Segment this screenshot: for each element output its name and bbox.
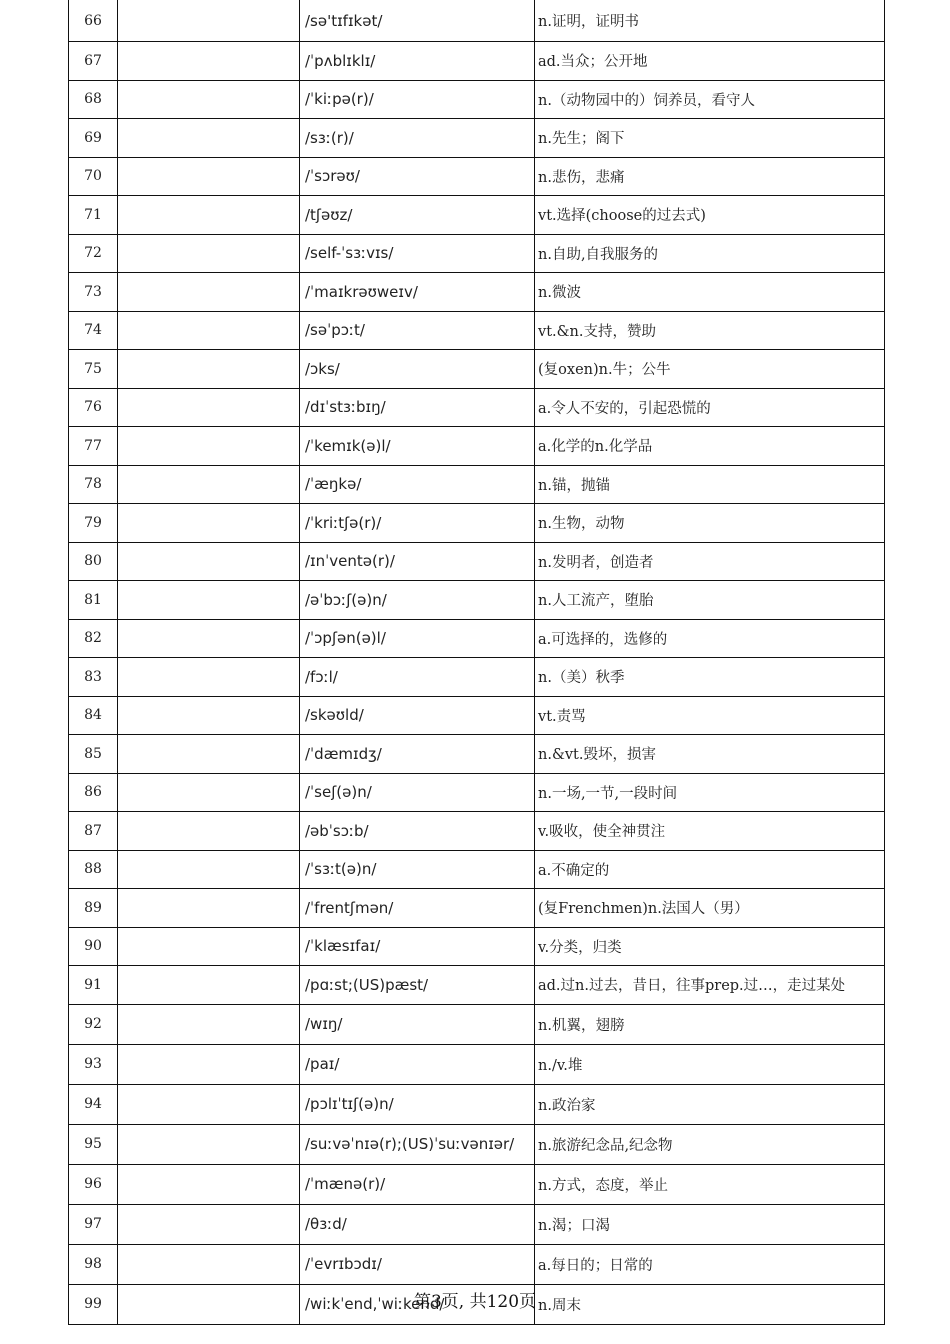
row-word <box>118 234 300 273</box>
row-number: 98 <box>69 1244 118 1284</box>
row-definition: n.（美）秋季 <box>535 658 885 697</box>
row-definition: n./v.堆 <box>535 1044 885 1084</box>
row-definition: vt.责骂 <box>535 696 885 735</box>
row-number: 97 <box>69 1204 118 1244</box>
row-number: 76 <box>69 388 118 427</box>
table-row <box>69 619 885 658</box>
row-phonetic: /ˈɔpʃən(ə)l/ <box>300 619 535 658</box>
row-word <box>118 812 300 851</box>
table-row <box>69 157 885 196</box>
table-row <box>69 773 885 812</box>
row-word <box>118 388 300 427</box>
row-word <box>118 696 300 735</box>
row-word <box>118 1044 300 1084</box>
row-number: 78 <box>69 465 118 504</box>
row-number: 71 <box>69 196 118 235</box>
row-definition: n.先生；阁下 <box>535 119 885 158</box>
table-row <box>69 966 885 1005</box>
row-definition: a.不确定的 <box>535 850 885 889</box>
row-word <box>118 80 300 119</box>
row-number: 99 <box>69 1284 118 1324</box>
row-definition: n.周末 <box>535 1284 885 1324</box>
table-row <box>69 1164 885 1204</box>
row-definition: n.发明者，创造者 <box>535 542 885 581</box>
row-number: 88 <box>69 850 118 889</box>
row-definition: n.一场,一节,一段时间 <box>535 773 885 812</box>
row-phonetic: /self-ˈsɜːvɪs/ <box>300 234 535 273</box>
table-row <box>69 1204 885 1244</box>
row-number: 81 <box>69 581 118 620</box>
row-definition: n.锚，抛锚 <box>535 465 885 504</box>
row-word <box>118 427 300 466</box>
row-definition: n.（动物园中的）饲养员，看守人 <box>535 80 885 119</box>
row-phonetic: /ˈmænə(r)/ <box>300 1164 535 1204</box>
table-row <box>69 504 885 543</box>
row-definition: n.自助,自我服务的 <box>535 234 885 273</box>
row-number: 85 <box>69 735 118 774</box>
row-number: 70 <box>69 157 118 196</box>
row-word <box>118 1084 300 1124</box>
row-phonetic: /dɪˈstɜːbɪŋ/ <box>300 388 535 427</box>
table-row <box>69 42 885 81</box>
row-number: 80 <box>69 542 118 581</box>
table-row <box>69 427 885 466</box>
table-row <box>69 350 885 389</box>
row-number: 72 <box>69 234 118 273</box>
row-phonetic: /skəʊld/ <box>300 696 535 735</box>
row-word <box>118 1204 300 1244</box>
row-definition: v.吸收，使全神贯注 <box>535 812 885 851</box>
row-number: 73 <box>69 273 118 312</box>
row-word <box>118 465 300 504</box>
row-word <box>118 1164 300 1204</box>
row-definition: ad.过n.过去，昔日，往事prep.过…，走过某处 <box>535 966 885 1005</box>
row-number: 77 <box>69 427 118 466</box>
row-definition: v.分类，归类 <box>535 927 885 966</box>
row-definition: vt.选择(choose的过去式) <box>535 196 885 235</box>
row-number: 89 <box>69 889 118 928</box>
row-phonetic: /ˈæŋkə/ <box>300 465 535 504</box>
table-row <box>69 273 885 312</box>
table-row <box>69 388 885 427</box>
row-word <box>118 119 300 158</box>
row-number: 94 <box>69 1084 118 1124</box>
table-row <box>69 1004 885 1044</box>
vocabulary-table <box>68 0 885 1325</box>
row-phonetic: /suːvəˈnɪə(r);(US)ˈsuːvənɪər/ <box>300 1124 535 1164</box>
row-word <box>118 927 300 966</box>
row-word <box>118 504 300 543</box>
row-number: 69 <box>69 119 118 158</box>
row-word <box>118 157 300 196</box>
table-row <box>69 542 885 581</box>
row-number: 83 <box>69 658 118 697</box>
table-row <box>69 735 885 774</box>
table-row <box>69 119 885 158</box>
row-phonetic: /tʃəʊz/ <box>300 196 535 235</box>
row-definition: n.微波 <box>535 273 885 312</box>
row-number: 92 <box>69 1004 118 1044</box>
table-row <box>69 80 885 119</box>
row-number: 87 <box>69 812 118 851</box>
row-word <box>118 311 300 350</box>
row-number: 90 <box>69 927 118 966</box>
row-word <box>118 581 300 620</box>
table-row <box>69 1084 885 1124</box>
row-phonetic: /ˈfrentʃmən/ <box>300 889 535 928</box>
row-phonetic: /sə'tɪfɪkət/ <box>300 0 535 42</box>
row-phonetic: /səˈpɔːt/ <box>300 311 535 350</box>
row-number: 86 <box>69 773 118 812</box>
row-phonetic: /ˈsɜːt(ə)n/ <box>300 850 535 889</box>
row-phonetic: /pɔlɪˈtɪʃ(ə)n/ <box>300 1084 535 1124</box>
row-word <box>118 773 300 812</box>
table-row <box>69 234 885 273</box>
row-definition: a.化学的n.化学品 <box>535 427 885 466</box>
row-word <box>118 196 300 235</box>
page-footer: 第3页, 共120页 <box>413 1292 537 1312</box>
row-definition: vt.&n.支持，赞助 <box>535 311 885 350</box>
row-number: 67 <box>69 42 118 81</box>
row-phonetic: /əˈbɔːʃ(ə)n/ <box>300 581 535 620</box>
table-row <box>69 1044 885 1084</box>
row-number: 82 <box>69 619 118 658</box>
row-phonetic: /əbˈsɔːb/ <box>300 812 535 851</box>
row-number: 84 <box>69 696 118 735</box>
row-number: 95 <box>69 1124 118 1164</box>
row-phonetic: /ˈsɔrəʊ/ <box>300 157 535 196</box>
row-number: 74 <box>69 311 118 350</box>
row-definition: a.可选择的，选修的 <box>535 619 885 658</box>
row-definition: a.每日的；日常的 <box>535 1244 885 1284</box>
row-word <box>118 889 300 928</box>
table-row <box>69 1244 885 1284</box>
table-row <box>69 196 885 235</box>
row-phonetic: /ˈevrɪbɔdɪ/ <box>300 1244 535 1284</box>
table-row <box>69 696 885 735</box>
row-word <box>118 966 300 1005</box>
row-phonetic: /ˈklæsɪfaɪ/ <box>300 927 535 966</box>
table-row <box>69 581 885 620</box>
row-phonetic: /ˈkiːpə(r)/ <box>300 80 535 119</box>
row-number: 79 <box>69 504 118 543</box>
row-word <box>118 0 300 42</box>
row-phonetic: /ˈpʌblɪklɪ/ <box>300 42 535 81</box>
row-word <box>118 619 300 658</box>
row-word <box>118 850 300 889</box>
row-phonetic: /paɪ/ <box>300 1044 535 1084</box>
row-phonetic: /fɔːl/ <box>300 658 535 697</box>
row-number: 68 <box>69 80 118 119</box>
row-word <box>118 735 300 774</box>
row-number: 91 <box>69 966 118 1005</box>
row-word <box>118 1244 300 1284</box>
row-phonetic: /θɜːd/ <box>300 1204 535 1244</box>
row-phonetic: /ˈdæmɪdʒ/ <box>300 735 535 774</box>
vocabulary-table-body <box>69 0 885 1324</box>
row-number: 96 <box>69 1164 118 1204</box>
row-word <box>118 542 300 581</box>
table-row <box>69 812 885 851</box>
row-definition: n.方式，态度，举止 <box>535 1164 885 1204</box>
row-phonetic: /pɑːst;(US)pæst/ <box>300 966 535 1005</box>
row-definition: n.证明，证明书 <box>535 0 885 42</box>
row-word <box>118 658 300 697</box>
row-definition: ad.当众；公开地 <box>535 42 885 81</box>
row-definition: n.生物，动物 <box>535 504 885 543</box>
row-phonetic: /wɪŋ/ <box>300 1004 535 1044</box>
row-number: 93 <box>69 1044 118 1084</box>
table-row <box>69 1124 885 1164</box>
row-number: 75 <box>69 350 118 389</box>
row-definition: a.令人不安的，引起恐慌的 <box>535 388 885 427</box>
table-row <box>69 850 885 889</box>
table-row <box>69 658 885 697</box>
row-definition: n.悲伤，悲痛 <box>535 157 885 196</box>
row-word <box>118 1124 300 1164</box>
row-word <box>118 350 300 389</box>
row-definition: n.人工流产，堕胎 <box>535 581 885 620</box>
row-word <box>118 273 300 312</box>
row-definition: n.&vt.毁坏，损害 <box>535 735 885 774</box>
row-word <box>118 1004 300 1044</box>
row-definition: (复oxen)n.牛；公牛 <box>535 350 885 389</box>
row-phonetic: /ˈkriːtʃə(r)/ <box>300 504 535 543</box>
table-row <box>69 889 885 928</box>
row-definition: n.渴；口渴 <box>535 1204 885 1244</box>
row-phonetic: /ɪnˈventə(r)/ <box>300 542 535 581</box>
table-row <box>69 311 885 350</box>
table-row <box>69 465 885 504</box>
row-phonetic: /ˈkemɪk(ə)l/ <box>300 427 535 466</box>
row-phonetic: /sɜː(r)/ <box>300 119 535 158</box>
row-definition: n.机翼，翅膀 <box>535 1004 885 1044</box>
row-phonetic: /ɔks/ <box>300 350 535 389</box>
row-phonetic: /ˈmaɪkrəʊweɪv/ <box>300 273 535 312</box>
table-row <box>69 927 885 966</box>
row-word <box>118 42 300 81</box>
table-row <box>69 0 885 42</box>
row-phonetic: /wiːkˈend,ˈwiːkend/ <box>300 1284 535 1324</box>
row-definition: (复Frenchmen)n.法国人（男） <box>535 889 885 928</box>
row-phonetic: /ˈseʃ(ə)n/ <box>300 773 535 812</box>
row-definition: n.旅游纪念品,纪念物 <box>535 1124 885 1164</box>
row-definition: n.政治家 <box>535 1084 885 1124</box>
row-number: 66 <box>69 0 118 42</box>
